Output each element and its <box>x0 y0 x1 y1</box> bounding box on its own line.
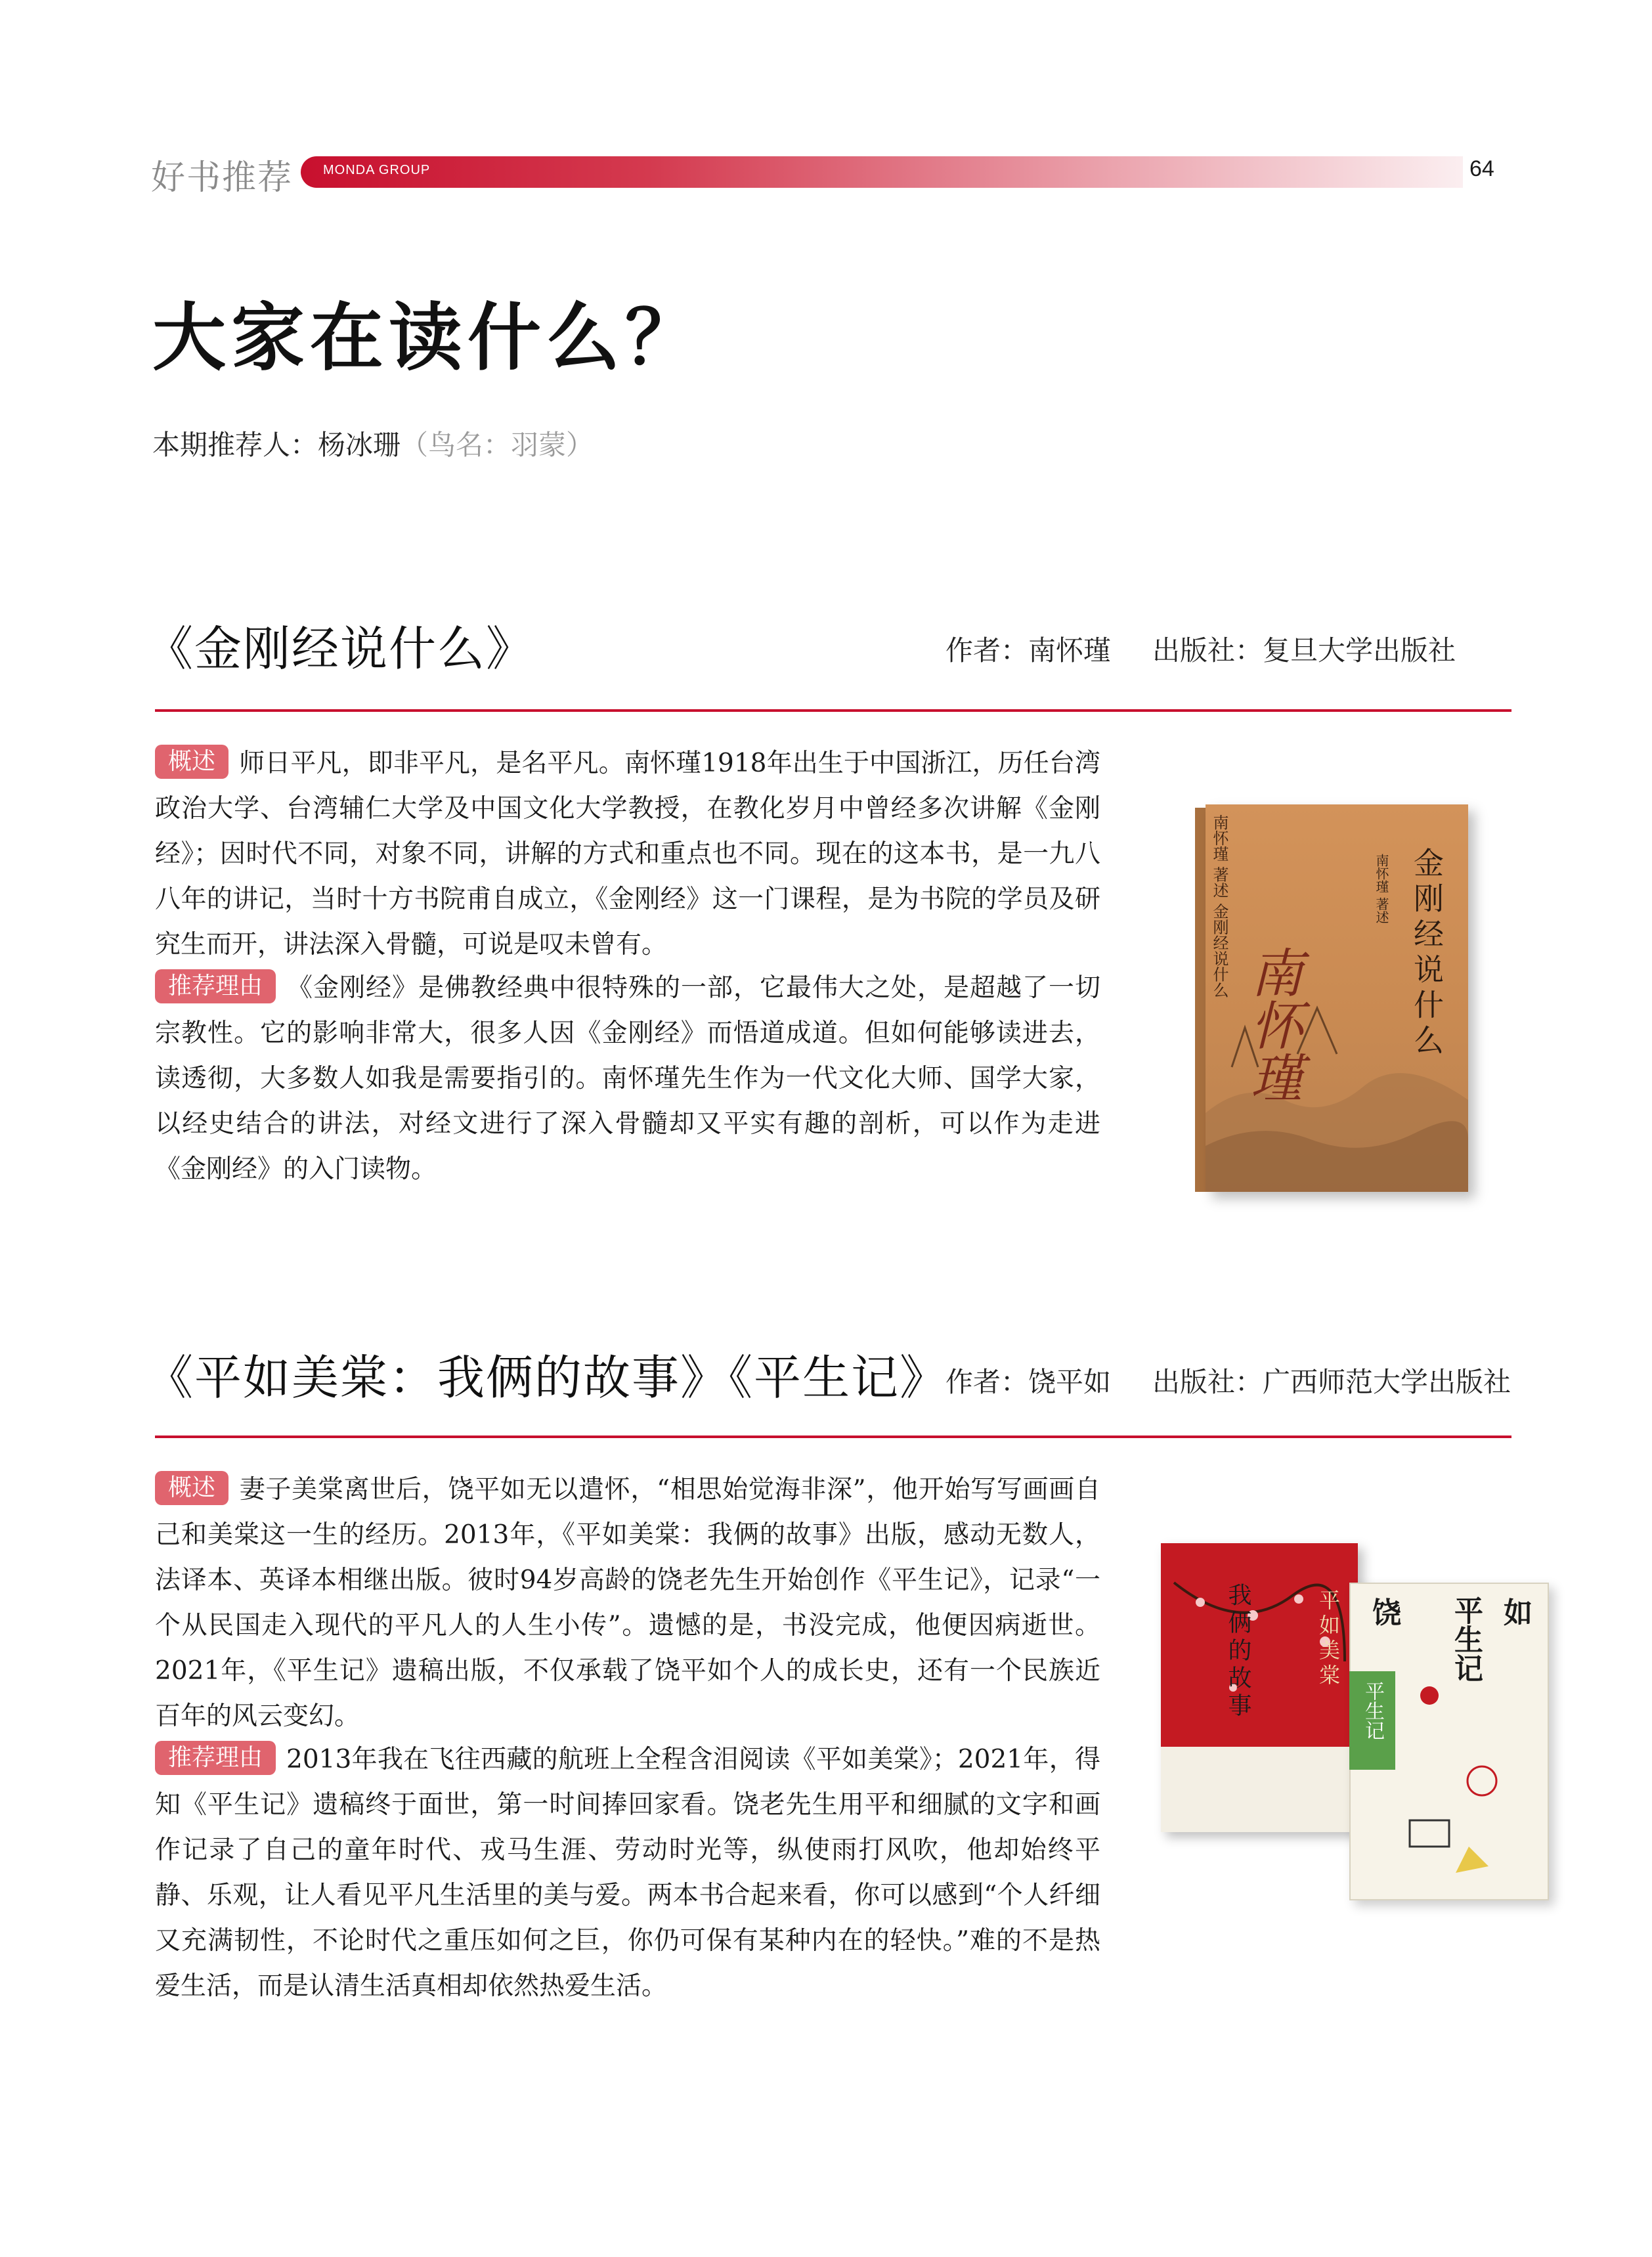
book2-title: 《平如美棠：我俩的故事》《平生记》 <box>146 1350 949 1405</box>
section-label: 好书推荐 <box>151 158 293 198</box>
page-title: 大家在读什么？ <box>152 296 704 381</box>
summary-tag: 概述 <box>155 1471 228 1505</box>
book1-cover-title: 金刚经说什么 <box>1409 847 1445 1060</box>
book1-author: 作者：南怀瑾 <box>946 634 1112 667</box>
book1-cover-calligraphy: 南怀瑾 <box>1242 946 1303 1103</box>
recommender-label: 本期推荐人：杨冰珊 <box>152 429 401 461</box>
book2-cover-band <box>1161 1747 1358 1832</box>
recommender <box>152 424 594 463</box>
book1-cover-author: 南怀瑾 著述 <box>1374 854 1389 924</box>
book1-title: 《金刚经说什么》 <box>146 621 535 676</box>
book2-reason-text: 2013年我在飞往西藏的航班上全程含泪阅读《平如美棠》；2021年，得知《平生记》遗稿终于面世，第一时间捧回家看。饶老先生用平和细腻的文字和画作记录了自己的童年时代、戎马生涯、劳动时光等，纵使雨打风吹，他却始终平静、乐观，让人看见平凡生活里的美与爱。两本书合起来看，你可以感到“个人纤细又充满韧性，不论时代之重压如何之巨，你仍可保有某种内在的轻快。”难的不是热爱生活，而是认清生活真相却依然热爱生活。 <box>155 1745 1100 2001</box>
book2-summary-text: 妻子美棠离世后，饶平如无以遣怀，“相思始觉海非深”，他开始写写画画自己和美棠这一生的经历。2013年，《平如美棠：我俩的故事》出版，感动无数人，法译本、英译本相继出版。彼时94岁高龄的饶老先生开始创作《平生记》，记录“一个从民国走入现代的平凡人的人生小传”。遗憾的是，书没完成，他便因病逝世。2021年，《平生记》遗稿出版，不仅承载了饶平如个人的成长史，还有一个民族近百年的风云变幻。 <box>155 1475 1100 1731</box>
summary-tag: 概述 <box>155 745 228 779</box>
book2-author: 作者：饶平如 <box>946 1366 1112 1398</box>
reason-tag: 推荐理由 <box>155 1741 276 1775</box>
book2-reason <box>155 1737 1100 2009</box>
page-number: 64 <box>1469 156 1494 181</box>
book2-divider <box>155 1435 1511 1438</box>
book2-cover-cream-char2: 如 <box>1504 1596 1532 1630</box>
book1-reason-text: 《金刚经》是佛教经典中很特殊的一部，它最伟大之处，是超越了一切宗教性。它的影响非常大，很多人因《金刚经》而悟道成道。但如何能够读进去，读透彻，大多数人如我是需要指引的。南怀瑾先生作为一代文化大师、国学大家，以经史结合的讲法，对经文进行了深入骨髓却又平实有趣的剖析，可以作为走进《金刚经》的入门读物。 <box>155 973 1100 1184</box>
book2-publisher: 出版社：广西师范大学出版社 <box>1152 1366 1511 1398</box>
book2-cover-cream-char1: 饶 <box>1372 1596 1401 1630</box>
reason-tag: 推荐理由 <box>155 969 276 1003</box>
book2-cover-cream-title: 平生记 <box>1449 1596 1483 1682</box>
book1-summary-text: 师日平凡，即非平凡，是名平凡。南怀瑾1918年出生于中国浙江，历任台湾政治大学、台湾辅仁大学及中国文化大学教授，在教化岁月中曾经多次讲解《金刚经》；因时代不同，对象不同，讲解的方式和重点也不同。现在的这本书，是一九八八年的讲记，当时十方书院甫自成立，《金刚经》这一门课程，是为书院的学员及研究生而开，讲法深入骨髓，可说是叹未曾有。 <box>155 749 1100 959</box>
book2-summary <box>155 1467 1100 1739</box>
header-bar <box>301 156 1463 188</box>
book1-reason <box>155 965 1100 1192</box>
recommender-alias: （鸟名：羽蒙） <box>401 429 594 461</box>
book2-cover-red-title: 我俩的故事 <box>1225 1583 1251 1720</box>
book2-cover-green-text: 平生记 <box>1361 1681 1384 1740</box>
book1-divider <box>155 709 1511 712</box>
book1-publisher: 出版社：复旦大学出版社 <box>1152 634 1456 667</box>
book2-cover-red-subtitle: 平如美棠 <box>1316 1589 1341 1689</box>
book1-summary <box>155 741 1100 967</box>
group-name: MONDA GROUP <box>323 163 431 177</box>
book1-cover-spine-text: 南怀瑾 著述 金刚经说什么 <box>1210 814 1228 998</box>
